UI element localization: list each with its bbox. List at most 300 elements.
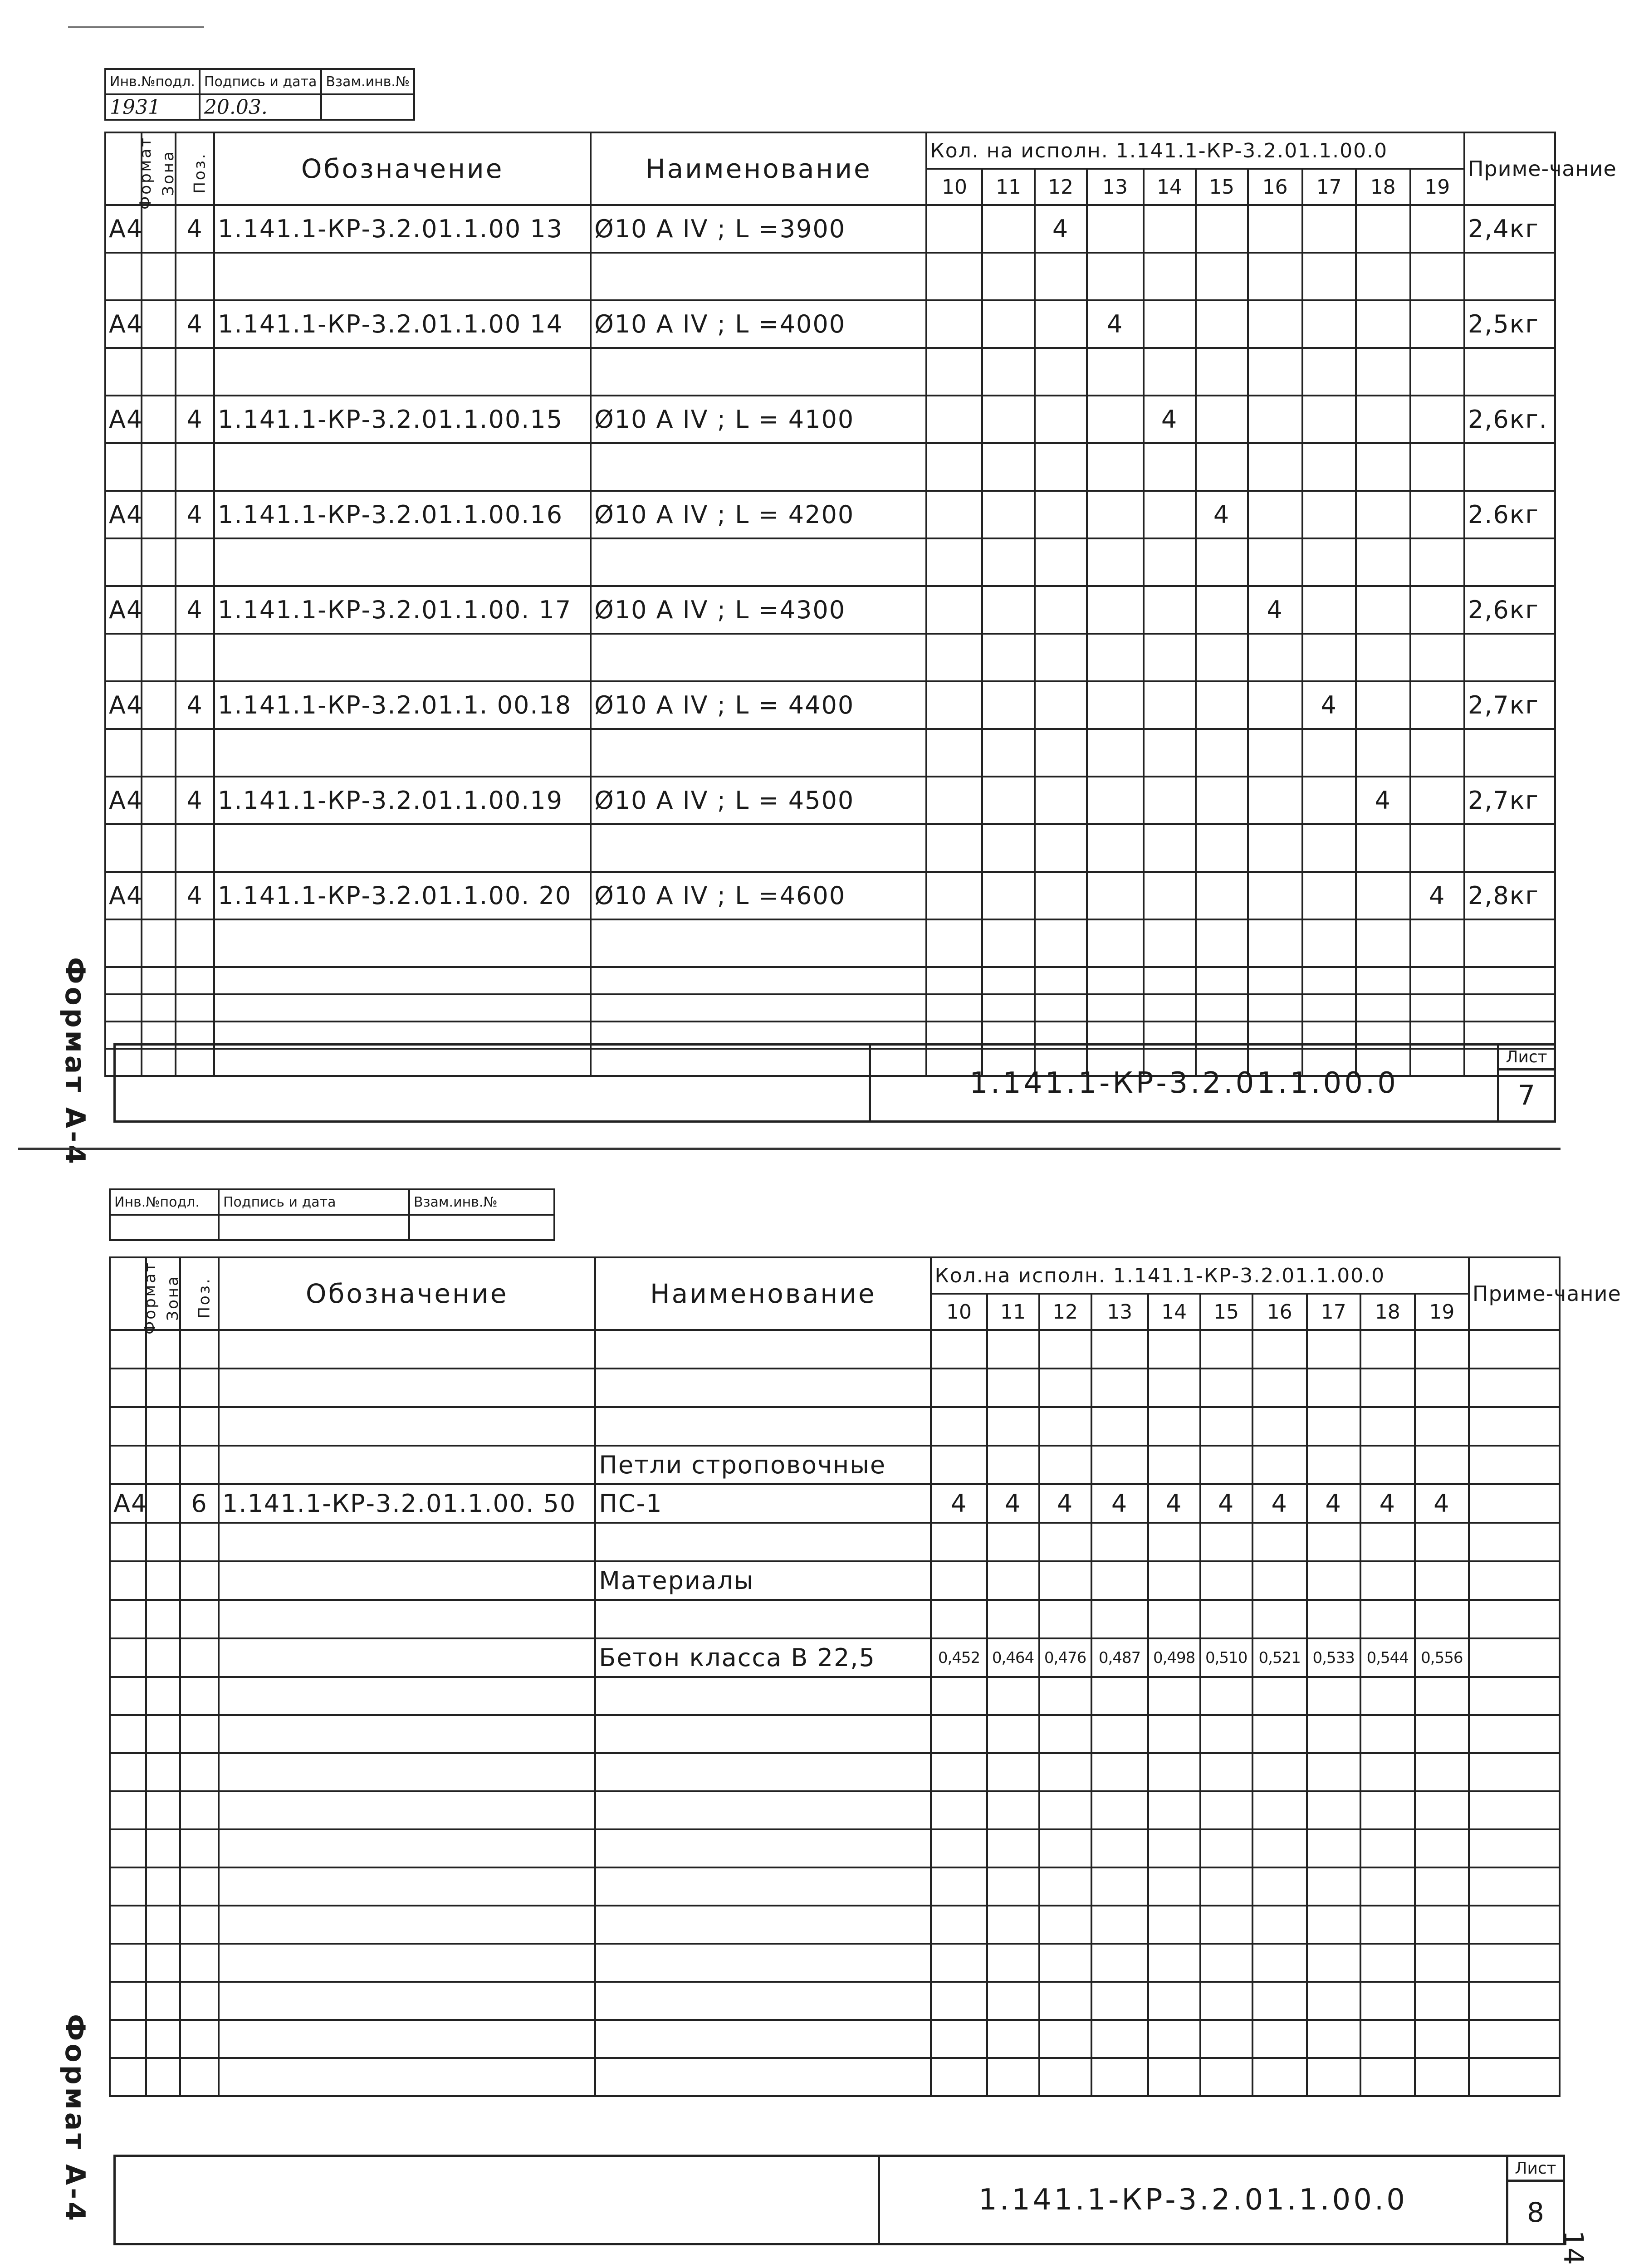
empty-cell	[219, 1369, 595, 1407]
col-zone: Зона	[146, 1257, 180, 1330]
empty-cell	[1252, 1523, 1307, 1561]
empty-cell	[1360, 1330, 1415, 1369]
zone-cell	[142, 491, 176, 538]
empty-cell	[142, 729, 176, 777]
empty-cell	[982, 443, 1034, 491]
empty-cell	[1360, 1791, 1415, 1829]
empty-cell	[1035, 919, 1087, 967]
empty-cell	[1196, 538, 1248, 586]
empty-cell	[1039, 1944, 1091, 1982]
pos-cell: 6	[180, 1484, 219, 1523]
empty-cell	[1302, 443, 1356, 491]
sheet-label: Лист	[1498, 1045, 1555, 1070]
qty-cell	[1035, 777, 1087, 824]
empty-cell	[1039, 1369, 1091, 1407]
empty-cell	[1415, 1677, 1469, 1715]
qty-cell: 4	[1035, 205, 1087, 253]
empty-cell	[1469, 1561, 1560, 1600]
empty-cell	[931, 1867, 987, 1906]
qty-cell: 4	[1307, 1484, 1360, 1523]
empty-cell	[926, 994, 982, 1022]
table-row	[110, 1561, 1560, 1600]
qty-cell	[982, 681, 1034, 729]
empty-cell	[1035, 967, 1087, 994]
qty-cell	[1035, 300, 1087, 348]
empty-row	[110, 1369, 1560, 1407]
empty-cell	[926, 824, 982, 872]
empty-cell	[105, 634, 142, 681]
version-header: 15	[1200, 1294, 1252, 1330]
sheet-number: 8	[1507, 2181, 1564, 2244]
empty-cell	[931, 1446, 987, 1484]
qty-cell	[1248, 872, 1302, 919]
empty-cell	[1252, 1407, 1307, 1446]
empty-cell	[1039, 2058, 1091, 2096]
empty-row	[110, 1906, 1560, 1944]
section-loops-heading: Петли строповочные	[595, 1446, 931, 1484]
format-cell: А4	[105, 872, 142, 919]
empty-cell	[931, 1715, 987, 1753]
empty-cell	[1039, 1982, 1091, 2020]
note-cell: 2,5кг	[1464, 300, 1555, 348]
empty-cell	[1252, 1867, 1307, 1906]
zone-cell	[142, 681, 176, 729]
empty-cell	[1410, 253, 1464, 300]
empty-cell	[1035, 443, 1087, 491]
name-cell: Ø10 А IV ; L = 4200	[591, 491, 926, 538]
stamp-header-signature: Подпись и дата	[200, 69, 322, 94]
empty-row	[110, 1715, 1560, 1753]
empty-row	[110, 1791, 1560, 1829]
qty-cell	[1356, 586, 1410, 634]
empty-cell	[595, 1369, 931, 1407]
designation-cell: 1.141.1-КР-3.2.01.1.00.15	[214, 396, 591, 443]
qty-cell: 4	[1091, 1484, 1148, 1523]
empty-cell	[219, 1715, 595, 1753]
empty-cell	[1469, 1600, 1560, 1638]
col-zone: Зона	[142, 132, 176, 205]
empty-cell	[214, 919, 591, 967]
qty-cell	[982, 586, 1034, 634]
empty-cell	[176, 443, 214, 491]
empty-cell	[1252, 1561, 1307, 1600]
empty-cell	[214, 634, 591, 681]
empty-cell	[1469, 1753, 1560, 1791]
empty-cell	[1144, 919, 1196, 967]
pos-cell: 4	[176, 586, 214, 634]
empty-cell	[1252, 1369, 1307, 1407]
qty-cell	[1410, 300, 1464, 348]
empty-cell	[1087, 824, 1144, 872]
version-header: 15	[1196, 169, 1248, 205]
empty-cell	[1091, 1715, 1148, 1753]
stamp-header-signature: Подпись и дата	[219, 1189, 409, 1215]
qty-cell: 0,464	[987, 1638, 1039, 1677]
empty-cell	[595, 2020, 931, 2058]
empty-cell	[146, 1829, 180, 1867]
empty-cell	[142, 538, 176, 586]
qty-cell	[1302, 491, 1356, 538]
title-block	[113, 2155, 1565, 2245]
empty-row	[105, 994, 1555, 1022]
empty-cell	[219, 1906, 595, 1944]
version-header: 18	[1360, 1294, 1415, 1330]
empty-cell	[1307, 1715, 1360, 1753]
empty-cell	[110, 1561, 146, 1600]
qty-cell	[926, 300, 982, 348]
empty-cell	[1307, 1906, 1360, 1944]
empty-cell	[1252, 1944, 1307, 1982]
designation-cell: 1.141.1-КР-3.2.01.1.00 13	[214, 205, 591, 253]
empty-cell	[987, 1753, 1039, 1791]
empty-cell	[180, 1829, 219, 1867]
empty-cell	[110, 1446, 146, 1484]
empty-cell	[1464, 443, 1555, 491]
empty-cell	[180, 1906, 219, 1944]
empty-cell	[1144, 994, 1196, 1022]
empty-cell	[931, 1906, 987, 1944]
empty-cell	[180, 1677, 219, 1715]
empty-cell	[219, 1829, 595, 1867]
qty-cell	[1087, 777, 1144, 824]
empty-cell	[595, 1944, 931, 1982]
version-header: 12	[1039, 1294, 1091, 1330]
empty-cell	[1410, 348, 1464, 396]
empty-cell	[591, 443, 926, 491]
qty-cell: 4	[1356, 777, 1410, 824]
table-row	[110, 1446, 1560, 1484]
empty-cell	[1360, 2058, 1415, 2096]
empty-row	[110, 2020, 1560, 2058]
designation-cell: 1.141.1-КР-3.2.01.1.00. 50	[219, 1484, 595, 1523]
empty-cell	[180, 2058, 219, 2096]
qty-cell	[1035, 586, 1087, 634]
empty-cell	[1148, 1561, 1200, 1600]
version-header: 14	[1144, 169, 1196, 205]
pos-cell: 4	[176, 396, 214, 443]
designation-cell: 1.141.1-КР-3.2.01.1. 00.18	[214, 681, 591, 729]
qty-cell	[1144, 300, 1196, 348]
table-row	[105, 777, 1555, 824]
empty-cell	[1302, 253, 1356, 300]
empty-cell	[1307, 1677, 1360, 1715]
empty-cell	[1415, 1829, 1469, 1867]
qty-cell	[1087, 586, 1144, 634]
empty-cell	[1200, 1330, 1252, 1369]
qty-cell: 4	[1200, 1484, 1252, 1523]
empty-cell	[1464, 729, 1555, 777]
empty-cell	[214, 824, 591, 872]
empty-cell	[1410, 538, 1464, 586]
empty-cell	[926, 348, 982, 396]
zone-cell	[142, 777, 176, 824]
empty-cell	[1415, 1330, 1469, 1369]
empty-cell	[982, 634, 1034, 681]
empty-cell	[1091, 1600, 1148, 1638]
empty-cell	[1469, 1829, 1560, 1867]
empty-row	[110, 1753, 1560, 1791]
qty-cell	[1196, 586, 1248, 634]
empty-cell	[176, 994, 214, 1022]
qty-cell	[1144, 872, 1196, 919]
table-row	[110, 1484, 1560, 1523]
empty-row	[105, 634, 1555, 681]
empty-cell	[1091, 1330, 1148, 1369]
empty-cell	[1200, 1791, 1252, 1829]
empty-cell	[180, 1638, 219, 1677]
version-header: 19	[1415, 1294, 1469, 1330]
empty-cell	[1148, 1867, 1200, 1906]
empty-cell	[595, 1523, 931, 1561]
empty-row	[105, 253, 1555, 300]
empty-cell	[1200, 1600, 1252, 1638]
qty-cell: 0,476	[1039, 1638, 1091, 1677]
empty-cell	[1144, 348, 1196, 396]
empty-cell	[1356, 994, 1410, 1022]
empty-cell	[146, 1600, 180, 1638]
empty-cell	[591, 253, 926, 300]
empty-cell	[1087, 253, 1144, 300]
empty-cell	[926, 967, 982, 994]
empty-cell	[1148, 1369, 1200, 1407]
empty-cell	[110, 1867, 146, 1906]
empty-cell	[110, 1829, 146, 1867]
col-designation: Обозначение	[219, 1257, 595, 1330]
empty-cell	[1148, 1982, 1200, 2020]
empty-cell	[1464, 634, 1555, 681]
empty-cell	[1144, 634, 1196, 681]
empty-cell	[1356, 538, 1410, 586]
empty-cell	[1200, 2020, 1252, 2058]
version-header: 19	[1410, 169, 1464, 205]
empty-cell	[1091, 1561, 1148, 1600]
empty-cell	[1148, 1715, 1200, 1753]
empty-cell	[1464, 348, 1555, 396]
version-header: 14	[1148, 1294, 1200, 1330]
qty-cell	[1248, 777, 1302, 824]
empty-cell	[214, 967, 591, 994]
col-pos: Поз.	[176, 132, 214, 205]
empty-cell	[1302, 538, 1356, 586]
qty-cell	[926, 396, 982, 443]
empty-cell	[931, 1523, 987, 1561]
empty-cell	[987, 1944, 1039, 1982]
qty-cell: 4	[987, 1484, 1039, 1523]
empty-cell	[1200, 1906, 1252, 1944]
empty-cell	[1360, 1906, 1415, 1944]
qty-cell	[1302, 205, 1356, 253]
empty-cell	[1039, 1523, 1091, 1561]
empty-cell	[931, 1330, 987, 1369]
format-cell: А4	[105, 300, 142, 348]
empty-cell	[1307, 1944, 1360, 1982]
empty-cell	[1087, 919, 1144, 967]
format-cell: А4	[105, 586, 142, 634]
document-code: 1.141.1-КР-3.2.01.1.00.0	[870, 1045, 1498, 1122]
empty-cell	[987, 1829, 1039, 1867]
empty-cell	[1302, 634, 1356, 681]
name-cell: Ø10 А IV ; L =3900	[591, 205, 926, 253]
empty-cell	[595, 1829, 931, 1867]
qty-cell	[1302, 777, 1356, 824]
empty-cell	[1252, 1600, 1307, 1638]
qty-cell	[926, 491, 982, 538]
col-format: Формат	[110, 1257, 146, 1330]
empty-row	[105, 824, 1555, 872]
empty-cell	[982, 824, 1034, 872]
qty-cell	[1087, 681, 1144, 729]
empty-cell	[1039, 1829, 1091, 1867]
empty-cell	[1252, 1829, 1307, 1867]
empty-cell	[1410, 634, 1464, 681]
empty-cell	[1469, 1791, 1560, 1829]
empty-cell	[1248, 919, 1302, 967]
empty-cell	[1360, 1561, 1415, 1600]
empty-cell	[1415, 2020, 1469, 2058]
empty-cell	[219, 1638, 595, 1677]
empty-cell	[1200, 1715, 1252, 1753]
empty-cell	[1248, 538, 1302, 586]
qty-cell	[926, 681, 982, 729]
empty-cell	[1252, 1906, 1307, 1944]
version-header: 11	[987, 1294, 1039, 1330]
designation-cell: 1.141.1-КР-3.2.01.1.00.19	[214, 777, 591, 824]
empty-cell	[1144, 538, 1196, 586]
qty-cell	[1248, 681, 1302, 729]
empty-cell	[1248, 994, 1302, 1022]
empty-cell	[931, 1600, 987, 1638]
empty-cell	[1307, 1600, 1360, 1638]
qty-cell	[1410, 205, 1464, 253]
empty-cell	[1307, 1561, 1360, 1600]
empty-cell	[1200, 1829, 1252, 1867]
empty-cell	[1360, 1369, 1415, 1407]
empty-cell	[1415, 1715, 1469, 1753]
empty-cell	[180, 1982, 219, 2020]
empty-cell	[214, 538, 591, 586]
empty-cell	[987, 1446, 1039, 1484]
empty-cell	[1302, 919, 1356, 967]
qty-cell: 0,533	[1307, 1638, 1360, 1677]
empty-cell	[982, 538, 1034, 586]
qty-cell: 4	[1144, 396, 1196, 443]
empty-cell	[1039, 1715, 1091, 1753]
empty-cell	[176, 348, 214, 396]
empty-cell	[1087, 634, 1144, 681]
empty-cell	[146, 1446, 180, 1484]
empty-cell	[1415, 1753, 1469, 1791]
empty-cell	[1469, 1867, 1560, 1906]
empty-cell	[105, 994, 142, 1022]
empty-cell	[1252, 2020, 1307, 2058]
empty-cell	[1148, 1906, 1200, 1944]
empty-cell	[1087, 994, 1144, 1022]
qty-cell	[1248, 396, 1302, 443]
empty-cell	[1144, 253, 1196, 300]
empty-cell	[591, 348, 926, 396]
empty-cell	[1360, 1600, 1415, 1638]
empty-cell	[931, 2058, 987, 2096]
qty-cell	[1356, 491, 1410, 538]
empty-cell	[987, 1561, 1039, 1600]
empty-cell	[595, 1715, 931, 1753]
qty-cell	[982, 777, 1034, 824]
empty-cell	[146, 1330, 180, 1369]
empty-cell	[105, 253, 142, 300]
format-cell: А4	[105, 491, 142, 538]
qty-cell: 4	[1148, 1484, 1200, 1523]
empty-cell	[1252, 1715, 1307, 1753]
qty-cell: 4	[1039, 1484, 1091, 1523]
col-pos: Поз.	[180, 1257, 219, 1330]
empty-cell	[1196, 967, 1248, 994]
empty-cell	[146, 1638, 180, 1677]
empty-cell	[1248, 443, 1302, 491]
qty-cell	[1356, 681, 1410, 729]
corner-number: 14	[1557, 2230, 1590, 2265]
empty-cell	[1248, 348, 1302, 396]
format-cell: А4	[105, 777, 142, 824]
empty-cell	[931, 1561, 987, 1600]
qty-cell	[926, 205, 982, 253]
col-name: Наименование	[595, 1257, 931, 1330]
empty-cell	[987, 1791, 1039, 1829]
empty-cell	[931, 1369, 987, 1407]
empty-cell	[595, 1791, 931, 1829]
empty-cell	[1091, 2058, 1148, 2096]
empty-cell	[1307, 1523, 1360, 1561]
zone-cell	[142, 300, 176, 348]
empty-cell	[1039, 2020, 1091, 2058]
empty-cell	[987, 1600, 1039, 1638]
empty-cell	[146, 1715, 180, 1753]
col-designation: Обозначение	[214, 132, 591, 205]
empty-cell	[146, 1561, 180, 1600]
empty-cell	[982, 994, 1034, 1022]
empty-cell	[1200, 1407, 1252, 1446]
qty-cell	[982, 205, 1034, 253]
empty-cell	[1464, 824, 1555, 872]
title-block	[113, 1043, 1556, 1123]
empty-cell	[987, 1867, 1039, 1906]
empty-cell	[110, 1369, 146, 1407]
empty-cell	[1091, 2020, 1148, 2058]
empty-cell	[1039, 1677, 1091, 1715]
empty-cell	[219, 1600, 595, 1638]
note-cell: 2.6кг	[1464, 491, 1555, 538]
empty-cell	[105, 443, 142, 491]
designation-cell: 1.141.1-КР-3.2.01.1.00.16	[214, 491, 591, 538]
empty-cell	[105, 824, 142, 872]
qty-cell	[1356, 396, 1410, 443]
empty-cell	[180, 1561, 219, 1600]
empty-cell	[987, 1330, 1039, 1369]
empty-cell	[1307, 1369, 1360, 1407]
empty-cell	[982, 729, 1034, 777]
empty-cell	[1148, 1330, 1200, 1369]
qty-cell	[1196, 872, 1248, 919]
qty-cell: 4	[1248, 586, 1302, 634]
empty-cell	[219, 1753, 595, 1791]
version-header: 16	[1252, 1294, 1307, 1330]
empty-cell	[146, 1982, 180, 2020]
empty-cell	[1415, 2058, 1469, 2096]
empty-cell	[926, 443, 982, 491]
empty-cell	[1252, 1446, 1307, 1484]
empty-cell	[1035, 824, 1087, 872]
empty-cell	[1410, 967, 1464, 994]
version-header: 10	[926, 169, 982, 205]
